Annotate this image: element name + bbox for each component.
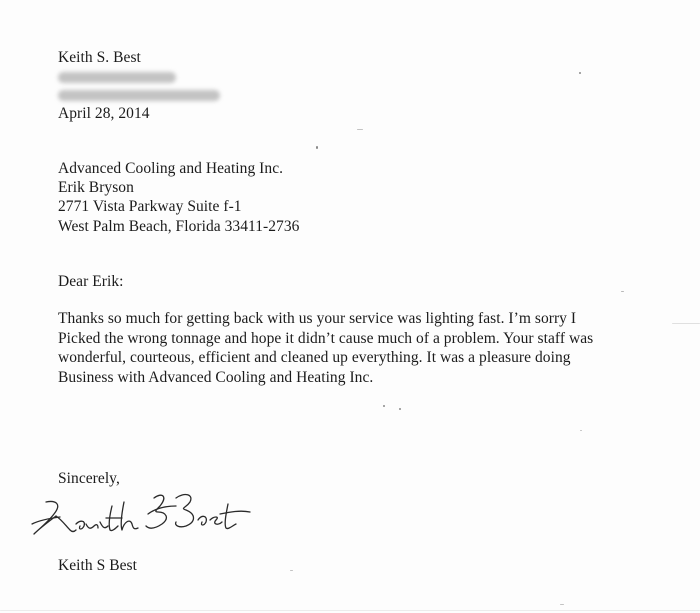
recipient-city-state-zip: West Palm Beach, Florida 33411-2736 — [58, 218, 300, 235]
scan-speck — [621, 291, 624, 292]
recipient-street: 2771 Vista Parkway Suite f-1 — [58, 198, 242, 215]
handwritten-signature — [26, 484, 276, 546]
signer-name: Keith S Best — [58, 557, 137, 574]
body-line: Thanks so much for getting back with us your service was lighting fast. I’m sorry I — [58, 310, 577, 327]
body-line: wonderful, courteous, efficient and cleaned up everything. It was a pleasure doing — [58, 349, 571, 366]
scan-speck — [316, 146, 318, 149]
scan-speck — [580, 430, 582, 431]
scan-speck — [672, 323, 700, 324]
salutation: Dear Erik: — [58, 273, 124, 290]
scan-speck — [579, 72, 581, 74]
scan-speck — [399, 408, 401, 410]
body-line: Picked the wrong tonnage and hope it didn’t cause much of a problem. Your staff was — [58, 330, 594, 347]
recipient-company: Advanced Cooling and Heating Inc. — [58, 160, 284, 177]
recipient-contact: Erik Bryson — [58, 179, 134, 196]
redacted-address-line-2 — [58, 90, 220, 101]
scan-speck — [383, 405, 385, 407]
sender-name: Keith S. Best — [58, 49, 141, 66]
scan-speck — [357, 129, 363, 130]
body-line: Business with Advanced Cooling and Heating Inc. — [58, 369, 374, 386]
redacted-address-line-1 — [58, 72, 176, 83]
scan-speck — [560, 604, 564, 605]
scan-edge — [0, 610, 700, 611]
closing: Sincerely, — [58, 470, 120, 487]
letter-date: April 28, 2014 — [58, 105, 150, 122]
scan-speck — [290, 570, 293, 571]
